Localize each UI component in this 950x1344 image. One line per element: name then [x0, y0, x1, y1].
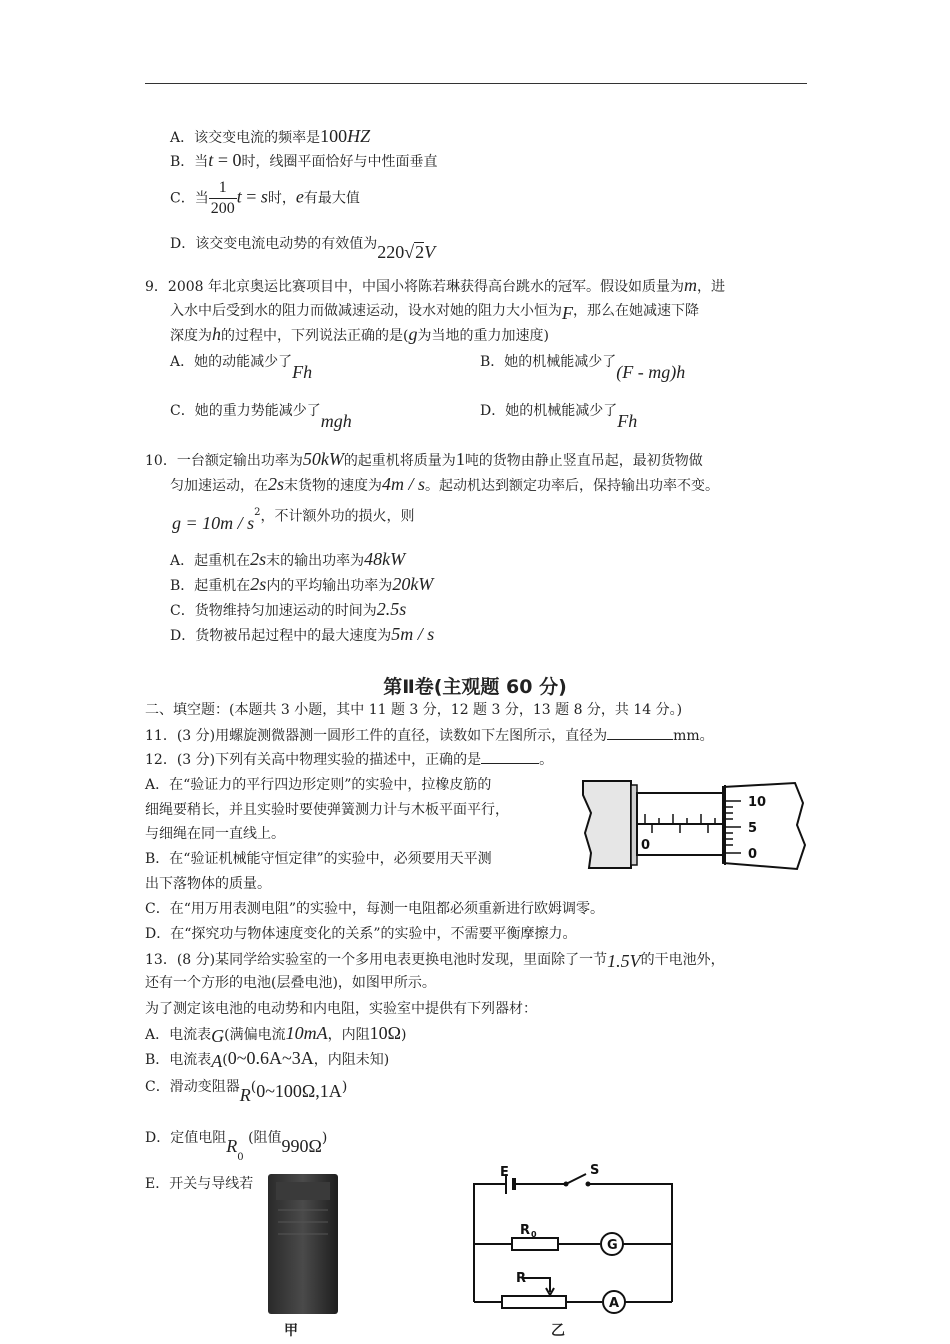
q10-line-2: 匀加速运动，在2s末货物的速度为4m / s。起动机达到额定功率后，保持输出功率不变。: [170, 474, 720, 494]
q9-option-b: B．她的机械能减少了(F - mg)h: [480, 354, 686, 382]
circuit-label-E: E: [500, 1165, 509, 1180]
q11: 11．(3 分)用螺旋测微器测一圆形工件的直径，读数如下左图所示，直径为 mm。: [145, 728, 714, 744]
q12: 12．(3 分)下列有关高中物理实验的描述中，正确的是 。: [145, 752, 554, 768]
q9-line-3: 深度为h的过程中，下列说法正确的是(g为当地的重力加速度): [170, 324, 549, 344]
micrometer-label-5: 5: [748, 821, 758, 836]
q12-option-b-1: B．在“验证机械能守恒定律”的实验中，必须要用天平测: [145, 851, 492, 867]
q9-line-1: 9．2008 年北京奥运比赛项目中，中国小将陈若琳获得高台跳水的冠军。假设如质量为m，进: [145, 275, 725, 295]
header-rule: [145, 83, 807, 84]
battery-photo: [262, 1170, 344, 1318]
q12-option-c: C．在“用万用表测电阻”的实验中，每测一电阻都必须重新进行欧姆调零。: [145, 901, 605, 917]
micrometer-label-10: 10: [748, 795, 767, 810]
q13-option-a: A．电流表G(满偏电流10mA，内阻10Ω): [145, 1023, 407, 1046]
circuit-label-R: R: [516, 1271, 527, 1286]
q10-option-a: A．起重机在2s末的输出功率为48kW: [170, 549, 406, 569]
circuit-label-R0-sub: 0: [531, 1230, 537, 1239]
q9-option-a: A．她的动能减少了Fh: [170, 354, 313, 382]
circuit-label-R0: R: [520, 1223, 531, 1238]
q13-line-3: 为了测定该电池的电动势和内电阻，实验室中提供有下列器材：: [145, 1001, 537, 1017]
micrometer-label-0: 0: [748, 847, 758, 862]
q10-line-3: $g = 10m / s^2$，不计额外功的损火，则: [172, 507, 415, 533]
q12-option-d: D．在“探究功与物体速度变化的关系”的实验中，不需要平衡摩擦力。: [145, 926, 577, 942]
micrometer-zero-label: 0: [641, 838, 651, 853]
circuit-label-S: S: [590, 1163, 600, 1178]
answer-blank[interactable]: [607, 739, 673, 740]
q8-option-d: D．该交变电流电动势的有效值为220√2V: [170, 236, 436, 262]
caption-jia: 甲: [284, 1323, 298, 1339]
q13-option-c: C．滑动变阻器R(0~100Ω,1A): [145, 1079, 348, 1105]
q10-option-c: C．货物维持匀加速运动的时间为2.5s: [170, 599, 407, 619]
q12-option-a-2: 细绳要稍长，并且实验时要使弹簧测力计与木板平面平行，: [145, 802, 509, 818]
circuit-diagram: [462, 1160, 688, 1322]
q13-option-b: B．电流表A(0~0.6A~3A，内阻未知): [145, 1048, 390, 1071]
q10-option-b: B．起重机在2s内的平均输出功率为20kW: [170, 574, 434, 594]
fraction: $\frac{1}{200}$: [210, 179, 235, 217]
q13-option-d: D．定值电阻$R_0$ (阻值990Ω): [145, 1130, 328, 1163]
q12-option-a-3: 与细绳在同一直线上。: [145, 826, 285, 842]
q9-option-c: C．她的重力势能减少了mgh: [170, 403, 352, 431]
q12-option-b-2: 出下落物体的质量。: [145, 876, 271, 892]
circuit-label-A: A: [609, 1296, 620, 1311]
q10-line-1: 10．一台额定输出功率为50kW的起重机将质量为1吨的货物由静止竖直吊起，最初货物做: [145, 449, 703, 469]
q12-option-a-1: A．在“验证力的平行四边形定则”的实验中，拉橡皮筋的: [145, 777, 492, 793]
q13-line-1: 13．(8 分)某同学给实验室的一个多用电表更换电池时发现，里面除了一节1.5V的干电池外，: [145, 951, 725, 971]
circuit-label-G: G: [607, 1238, 618, 1253]
answer-blank[interactable]: [481, 763, 539, 764]
q8-option-c: C．当 $\frac{1}{200}$ t = s时，e有最大值: [170, 179, 360, 217]
q8-option-b: B．当t = 0时，线圈平面恰好与中性面垂直: [170, 150, 438, 170]
section-title: 第Ⅱ卷(主观题 60 分): [383, 676, 567, 698]
q10-option-d: D．货物被吊起过程中的最大速度为5m / s: [170, 624, 435, 644]
q13-line-2: 还有一个方形的电池(层叠电池)，如图甲所示。: [145, 975, 436, 991]
caption-yi: 乙: [551, 1323, 565, 1339]
micrometer-figure: [575, 773, 811, 873]
q9-option-d: D．她的机械能减少了Fh: [480, 403, 638, 431]
q8-option-a: A．该交变电流的频率是100HZ: [170, 126, 371, 146]
part2-intro: 二、填空题：(本题共 3 小题，其中 11 题 3 分，12 题 3 分，13 题 8 分，共 14 分。): [145, 702, 683, 718]
q9-line-2: 入水中后受到水的阻力而做减速运动，设水对她的阻力大小恒为F，那么在她减速下降: [170, 303, 699, 323]
q13-option-e: E．开关与导线若: [145, 1176, 254, 1192]
